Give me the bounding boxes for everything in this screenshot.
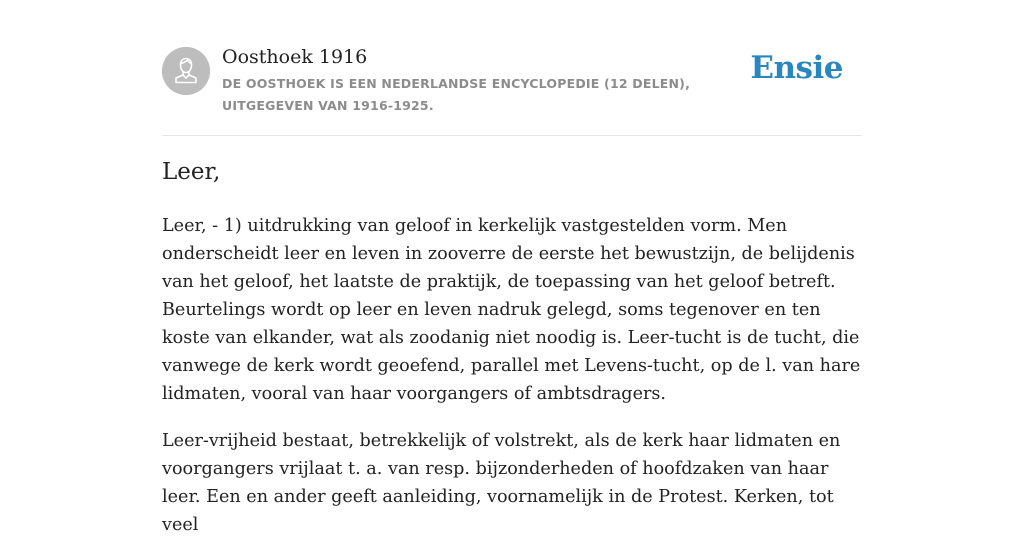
source-header bbox=[162, 0, 862, 136]
user-icon bbox=[162, 47, 210, 95]
entry-title: Leer, bbox=[162, 159, 221, 185]
article-container bbox=[162, 0, 862, 535]
ensie-logo[interactable]: Ensie bbox=[750, 50, 843, 86]
source-description: DE OOSTHOEK IS EEN NEDERLANDSE ENCYCLOPEDIE (12 DELEN), UITGEGEVEN VAN 1916-1925. bbox=[222, 76, 691, 113]
source-name[interactable]: Oosthoek 1916 bbox=[222, 46, 368, 68]
entry-paragraph: Leer, - 1) uitdrukking van geloof in kerkelijk vastgestelden vorm. Men onderscheidt leer en leven in zooverre de eerste het bewustzijn, de belijdenis van het geloof, het laatste de praktijk, de toepassing van het geloof betreft. Beurtelings wordt op leer en leven nadruk gelegd, soms tegenover en ten koste van elkander, wat als zoodanig niet noodig is. Leer-tucht is de tucht, die vanwege de kerk wordt geoefend, parallel met Levens-tucht, op de l. van hare lidmaten, vooral van haar voorgangers of ambtsdragers. bbox=[162, 216, 861, 404]
entry-paragraph: Leer-vrijheid bestaat, betrekkelijk of volstrekt, als de kerk haar lidmaten en voorgangers vrijlaat t. a. van resp. bijzonderheden of hoofdzaken van haar leer. Een en ander geeft aanleiding, voornamelijk in de Protest. Kerken, tot veel bbox=[162, 431, 841, 535]
avatar[interactable] bbox=[162, 47, 210, 95]
entry-body bbox=[162, 212, 867, 558]
